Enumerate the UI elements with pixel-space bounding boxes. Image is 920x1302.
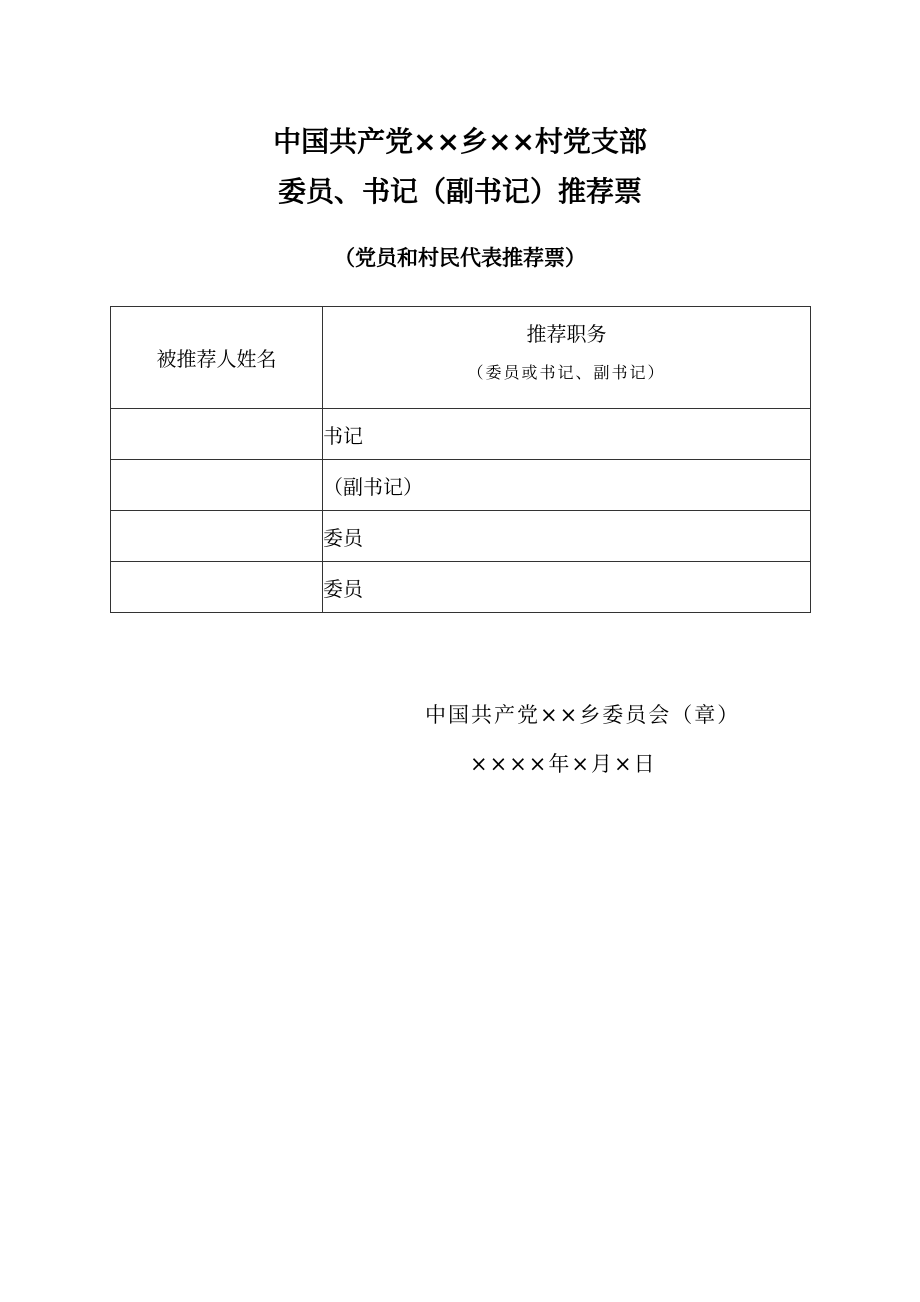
document-title-line-1: 中国共产党××乡××村党支部 (273, 125, 647, 158)
position-header-note: （委员或书记、副书记） (467, 363, 666, 382)
nominee-name-header: 被推荐人姓名 (111, 307, 323, 409)
document-title-line-2: 委员、书记（副书记）推荐票 (277, 175, 642, 208)
position-header-label: 推荐职务 (526, 322, 607, 346)
position-cell: 书记 (323, 409, 811, 460)
document-subtitle: （党员和村民代表推荐票） (334, 246, 586, 270)
table-row (111, 409, 811, 460)
table-row (111, 460, 811, 511)
table-row (111, 562, 811, 613)
issue-date: ××××年×月×日 (470, 752, 657, 776)
nomination-table (110, 306, 811, 613)
position-cell: 委员 (323, 511, 811, 562)
table-row (111, 511, 811, 562)
nominee-name-cell[interactable] (111, 460, 323, 511)
position-header (323, 307, 811, 409)
table-header-row (111, 307, 811, 409)
position-cell: 委员 (323, 562, 811, 613)
nominee-name-cell[interactable] (111, 409, 323, 460)
nominee-name-cell[interactable] (111, 511, 323, 562)
position-cell: （副书记） (323, 460, 811, 511)
issuer-signature: 中国共产党××乡委员会（章） (425, 703, 741, 727)
nominee-name-cell[interactable] (111, 562, 323, 613)
